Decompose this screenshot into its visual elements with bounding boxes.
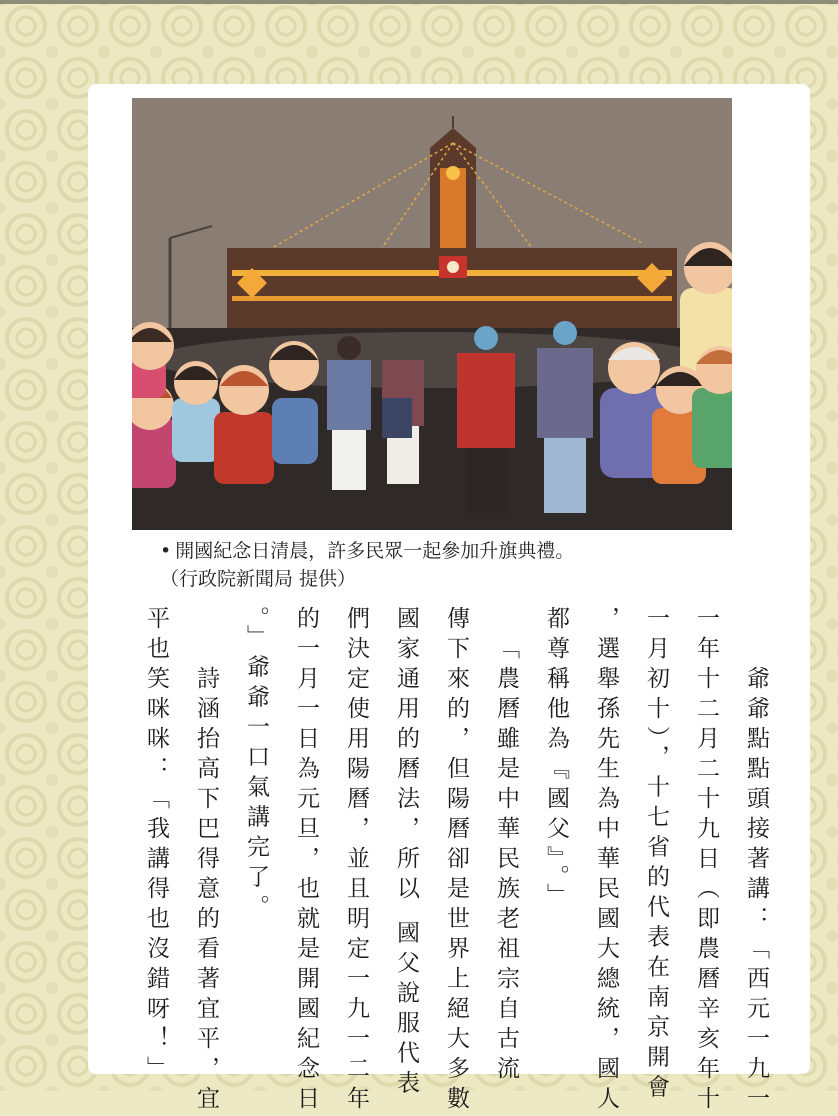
text-column: 國家通用的曆法，所以 國父說服代表 (393, 606, 419, 1101)
text-column: 的一月一日為元旦，也就是開國紀念日 (293, 606, 319, 1116)
ceremony-photo (132, 98, 732, 530)
text-column: 「農曆雖是中華民族老祖宗自古流 (493, 636, 519, 1086)
text-column: 都尊稱他為『國父』。」 (543, 606, 569, 913)
photo-caption (160, 537, 574, 593)
text-column: 一月初十），十七省的代表在南京開會 (643, 606, 669, 1105)
story-text (100, 600, 790, 1116)
presidential-office-flag-ceremony-photo (132, 98, 732, 530)
text-column: 一年十二月二十九日（即農曆辛亥年十 (693, 606, 719, 1116)
text-column: 。」爺爺一口氣講完了。 (243, 606, 269, 925)
caption-bullet: • (160, 540, 172, 562)
text-column: 平也笑咪咪：「我講得也沒錯呀！」 (143, 606, 169, 1086)
caption-line-1: 開國紀念日清晨，許多民眾一起參加升旗典禮。 (175, 540, 575, 562)
text-column: 傳下來的，但陽曆卻是世界上絕大多數 (443, 606, 469, 1116)
caption-line-2: （行政院新聞局 提供） (160, 568, 357, 590)
text-column: 爺爺點點頭接著講：「西元一九一 (743, 666, 769, 1116)
text-column: ，選舉孫先生為中華民國大總統，國人 (593, 606, 619, 1116)
text-column: 詩涵抬高下巴得意的看著宜平，宜 (193, 666, 219, 1116)
text-column: 們決定使用陽曆，並且明定一九一二年 (343, 606, 369, 1116)
